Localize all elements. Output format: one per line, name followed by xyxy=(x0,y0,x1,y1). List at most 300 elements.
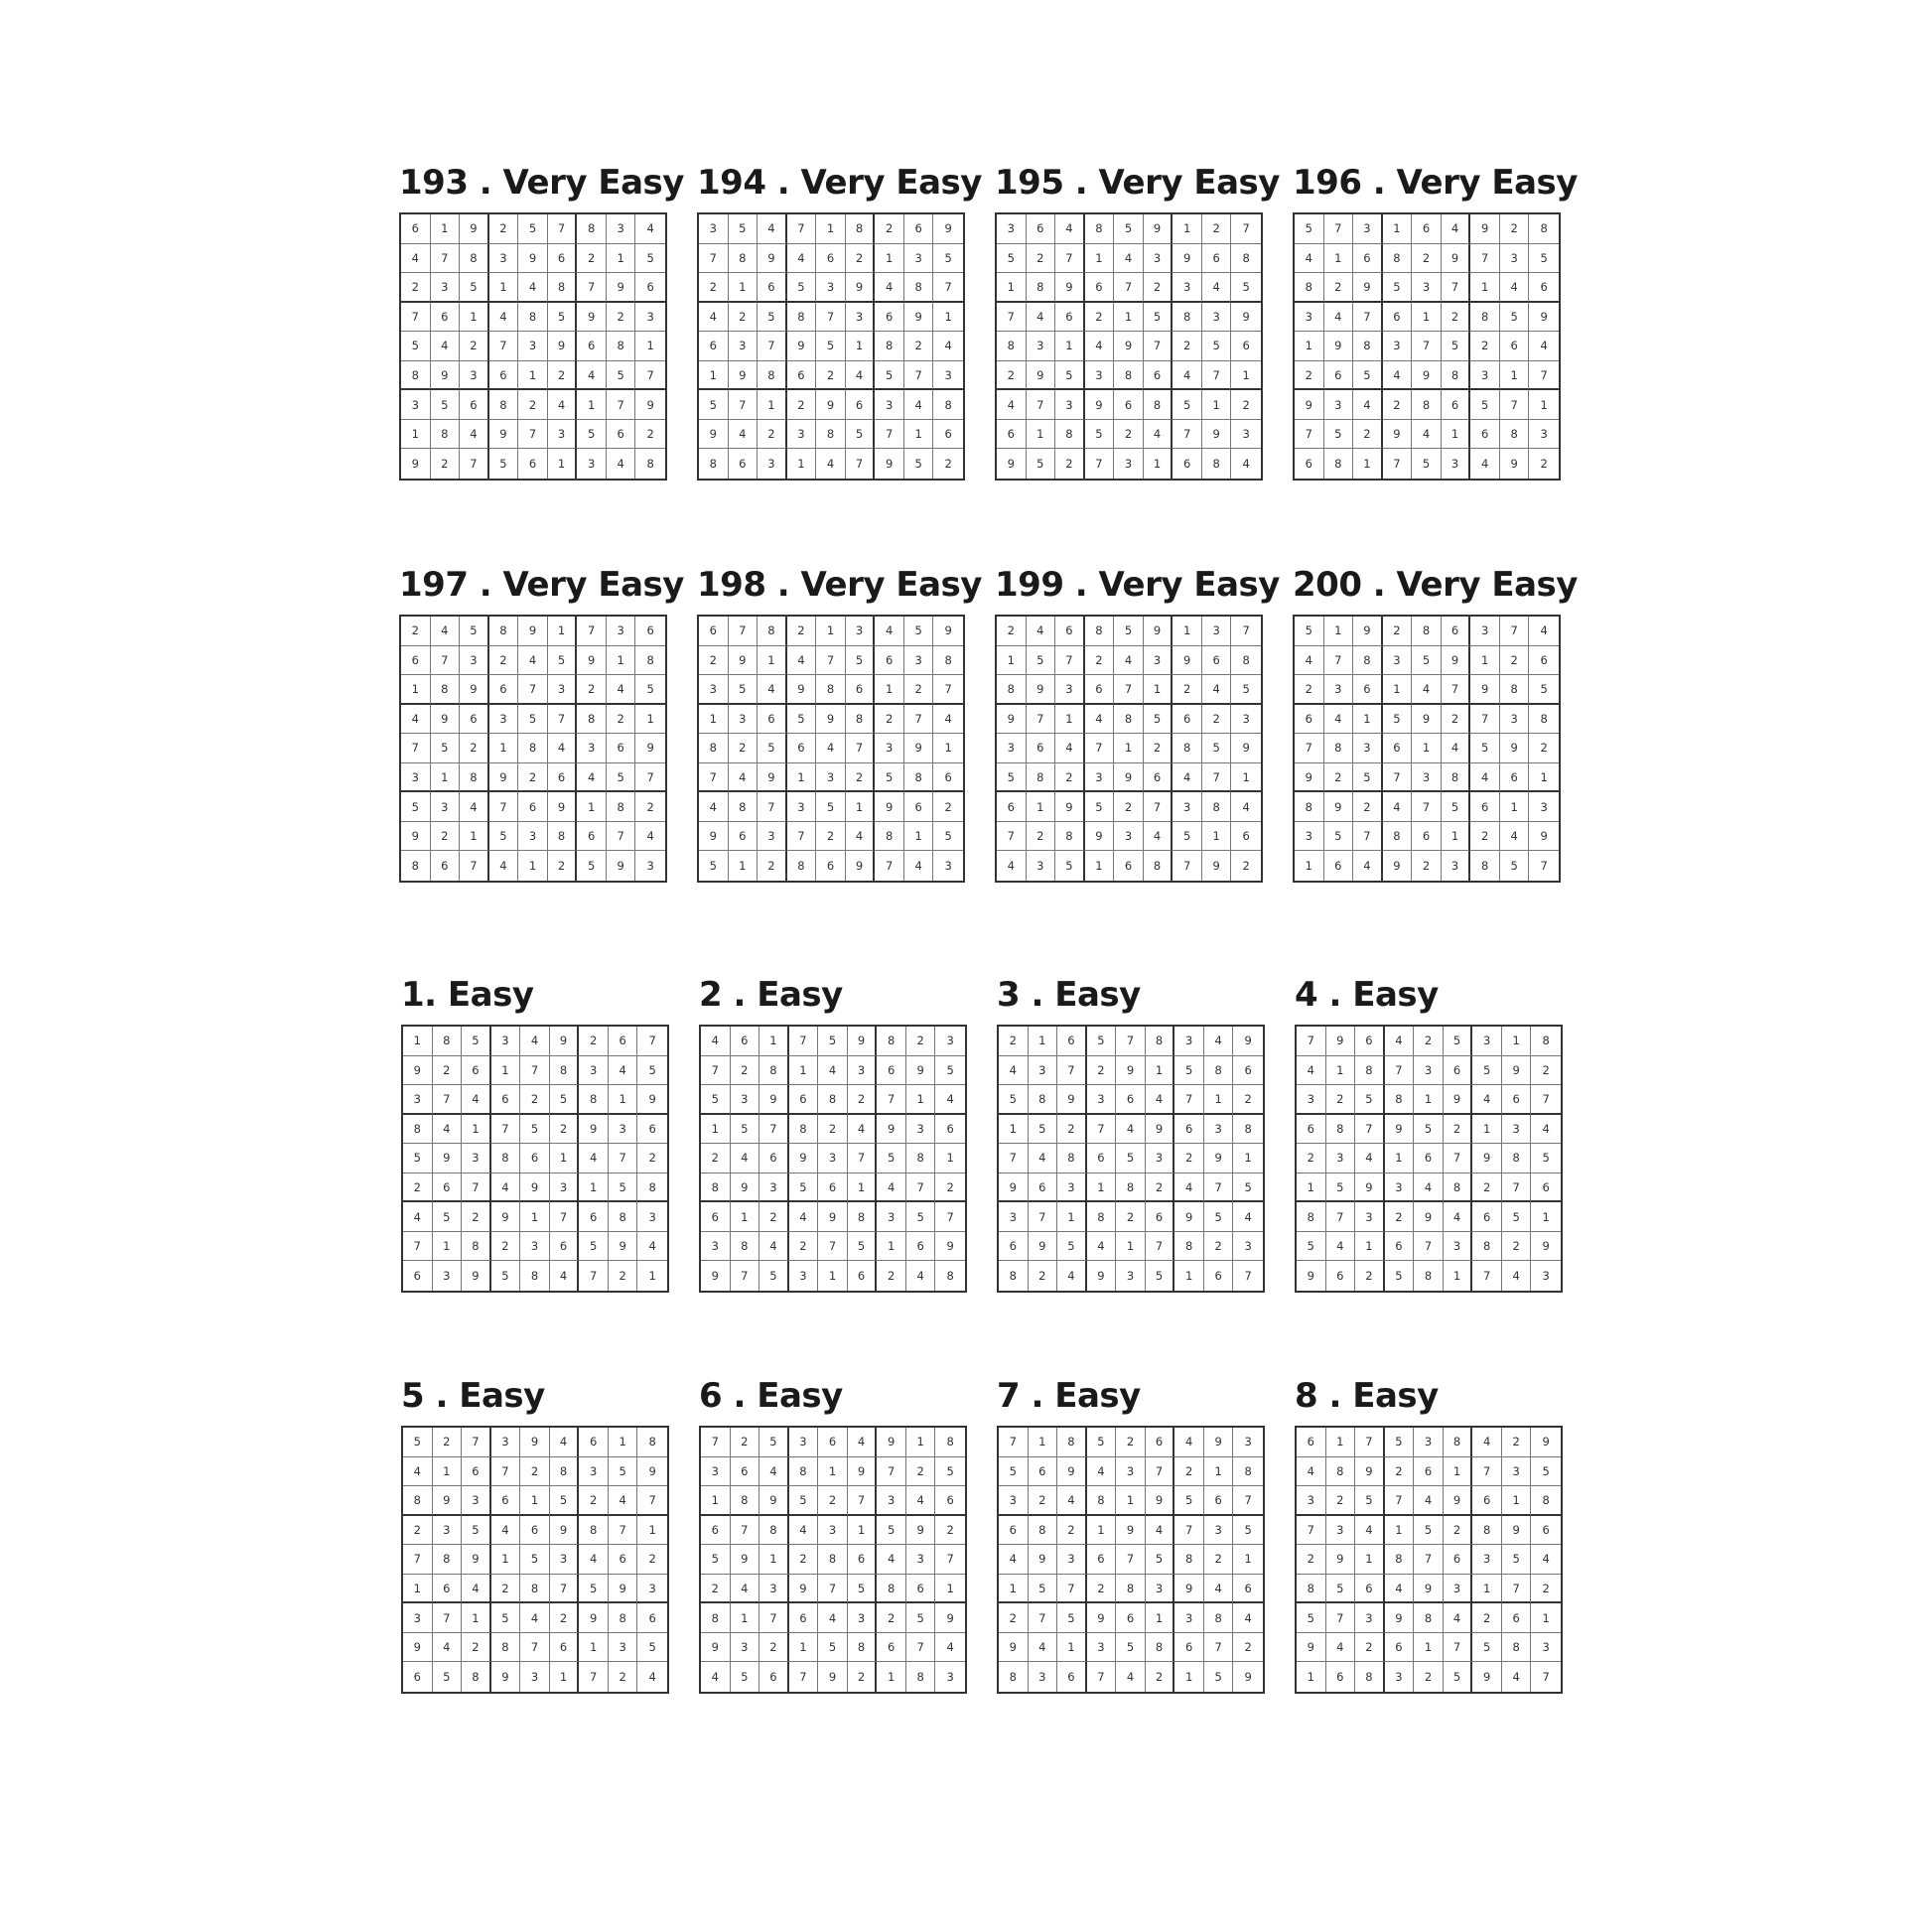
grid-cell: 9 xyxy=(607,273,636,303)
grid-cell: 8 xyxy=(577,214,607,244)
grid-cell: 5 xyxy=(577,851,607,881)
grid-cell: 6 xyxy=(1087,1144,1117,1173)
grid-cell: 6 xyxy=(846,675,876,705)
grid-cell: 8 xyxy=(520,1261,550,1291)
grid-cell: 9 xyxy=(1231,734,1261,763)
grid-cell: 1 xyxy=(489,273,519,303)
grid-cell: 2 xyxy=(906,1457,936,1487)
grid-cell: 2 xyxy=(520,1457,550,1487)
grid-cell: 7 xyxy=(1231,214,1261,244)
grid-cell: 2 xyxy=(699,273,729,303)
grid-cell: 4 xyxy=(875,273,904,303)
grid-cell: 7 xyxy=(731,1261,760,1291)
grid-cell: 5 xyxy=(637,1633,667,1663)
grid-cell: 7 xyxy=(1297,1516,1326,1546)
grid-cell: 4 xyxy=(935,1633,965,1663)
grid-cell: 6 xyxy=(1174,1115,1204,1145)
grid-cell: 3 xyxy=(875,734,904,763)
grid-cell: 5 xyxy=(846,646,876,676)
grid-cell: 7 xyxy=(758,332,787,361)
grid-cell: 9 xyxy=(460,214,489,244)
grid-cell: 1 xyxy=(577,390,607,420)
grid-cell: 6 xyxy=(1326,1662,1356,1692)
grid-cell: 6 xyxy=(1085,675,1115,705)
grid-cell: 5 xyxy=(1444,1662,1473,1692)
grid-cell: 7 xyxy=(520,1633,550,1663)
grid-cell: 9 xyxy=(906,1056,936,1086)
grid-cell: 9 xyxy=(1204,1428,1234,1457)
grid-cell: 3 xyxy=(789,1261,819,1291)
grid-cell: 9 xyxy=(904,303,934,333)
grid-cell: 1 xyxy=(491,1056,521,1086)
grid-cell: 9 xyxy=(1173,646,1202,676)
grid-cell: 2 xyxy=(789,1545,819,1575)
grid-cell: 1 xyxy=(1326,1056,1356,1086)
grid-cell: 3 xyxy=(731,1085,760,1115)
grid-cell: 6 xyxy=(431,303,461,333)
grid-cell: 3 xyxy=(787,792,817,822)
grid-cell: 3 xyxy=(433,1516,463,1546)
grid-cell: 9 xyxy=(1174,1202,1204,1232)
grid-cell: 9 xyxy=(1383,420,1413,450)
grid-cell: 5 xyxy=(1087,1428,1117,1457)
grid-cell: 2 xyxy=(1029,1261,1058,1291)
grid-cell: 8 xyxy=(789,1457,819,1487)
grid-cell: 7 xyxy=(1326,1202,1356,1232)
grid-cell: 9 xyxy=(1146,1115,1175,1145)
grid-cell: 6 xyxy=(1204,1261,1234,1291)
grid-cell: 2 xyxy=(1472,1603,1502,1633)
grid-cell: 9 xyxy=(1173,244,1202,274)
grid-cell: 8 xyxy=(609,1603,638,1633)
grid-cell: 6 xyxy=(520,1516,550,1546)
grid-cell: 7 xyxy=(699,244,729,274)
grid-cell: 1 xyxy=(1470,646,1500,676)
grid-cell: 5 xyxy=(1531,1144,1561,1173)
grid-cell: 8 xyxy=(1531,1486,1561,1516)
grid-cell: 3 xyxy=(758,822,787,852)
grid-cell: 4 xyxy=(877,1173,906,1203)
grid-cell: 6 xyxy=(1146,1428,1175,1457)
grid-cell: 1 xyxy=(491,1545,521,1575)
grid-cell: 5 xyxy=(489,449,519,479)
grid-cell: 4 xyxy=(1326,1633,1356,1663)
grid-cell: 5 xyxy=(1085,420,1115,450)
grid-cell: 4 xyxy=(1295,646,1324,676)
grid-cell: 7 xyxy=(489,332,519,361)
grid-cell: 6 xyxy=(1173,449,1202,479)
grid-cell: 3 xyxy=(789,1428,819,1457)
grid-cell: 4 xyxy=(1470,449,1500,479)
grid-cell: 7 xyxy=(1146,1232,1175,1262)
grid-cell: 6 xyxy=(701,1202,731,1232)
grid-cell: 7 xyxy=(1540,859,1548,874)
grid-cell: 8 xyxy=(1353,332,1383,361)
grid-cell: 1 xyxy=(1472,1575,1502,1604)
grid-cell: 6 xyxy=(1233,1575,1263,1604)
grid-cell: 9 xyxy=(699,420,729,450)
grid-cell: 4 xyxy=(1242,457,1250,472)
grid-cell: 3 xyxy=(1057,1173,1087,1203)
grid-cell: 5 xyxy=(1027,449,1056,479)
grid-cell: 4 xyxy=(579,1144,609,1173)
grid-cell: 6 xyxy=(433,1173,463,1203)
grid-cell: 6 xyxy=(403,1261,433,1291)
grid-cell: 2 xyxy=(1472,1173,1502,1203)
grid-cell: 6 xyxy=(637,1603,667,1633)
grid-cell: 3 xyxy=(1144,244,1173,274)
grid-cell: 6 xyxy=(460,390,489,420)
grid-cell: 6 xyxy=(1231,822,1261,852)
grid-cell: 2 xyxy=(759,1633,789,1663)
grid-cell: 6 xyxy=(1027,734,1056,763)
sudoku-grid xyxy=(401,1025,669,1293)
grid-cell: 1 xyxy=(846,332,876,361)
grid-cell: 7 xyxy=(1202,763,1232,793)
grid-cell: 7 xyxy=(520,1056,550,1086)
grid-cell: 2 xyxy=(1202,705,1232,735)
grid-cell: 9 xyxy=(1412,361,1442,391)
grid-cell: 8 xyxy=(699,449,729,479)
grid-cell: 7 xyxy=(1472,1261,1502,1291)
grid-cell: 9 xyxy=(1295,390,1324,420)
grid-cell: 5 xyxy=(1233,1516,1263,1546)
grid-cell: 6 xyxy=(1297,1428,1326,1457)
grid-cell: 8 xyxy=(1114,705,1144,735)
grid-cell: 1 xyxy=(1324,617,1354,646)
grid-cell: 6 xyxy=(906,1232,936,1262)
grid-cell: 3 xyxy=(1233,1428,1263,1457)
grid-cell: 3 xyxy=(999,1202,1029,1232)
grid-cell: 4 xyxy=(1295,244,1324,274)
grid-cell: 1 xyxy=(1444,1261,1473,1291)
grid-cell: 9 xyxy=(637,1457,667,1487)
grid-cell: 3 xyxy=(1353,734,1383,763)
grid-cell: 3 xyxy=(460,646,489,676)
grid-cell: 3 xyxy=(904,646,934,676)
grid-cell: 2 xyxy=(1055,763,1085,793)
grid-cell: 3 xyxy=(607,214,636,244)
grid-cell: 4 xyxy=(1233,1603,1263,1633)
grid-cell: 6 xyxy=(933,420,963,450)
grid-cell: 9 xyxy=(1531,1428,1561,1457)
grid-cell: 4 xyxy=(1114,646,1144,676)
grid-cell: 7 xyxy=(1324,214,1354,244)
grid-cell: 2 xyxy=(403,1516,433,1546)
grid-cell: 3 xyxy=(1385,1173,1415,1203)
grid-cell: 2 xyxy=(1027,244,1056,274)
grid-cell: 5 xyxy=(848,1232,878,1262)
grid-cell: 5 xyxy=(875,763,904,793)
grid-cell: 1 xyxy=(550,1144,580,1173)
grid-cell: 2 xyxy=(818,1486,848,1516)
grid-cell: 3 xyxy=(1174,1603,1204,1633)
grid-cell: 8 xyxy=(1233,1115,1263,1145)
grid-cell: 7 xyxy=(1444,1633,1473,1663)
grid-cell: 5 xyxy=(1385,1261,1415,1291)
grid-cell: 1 xyxy=(1470,273,1500,303)
grid-cell: 6 xyxy=(787,361,817,391)
grid-cell: 3 xyxy=(846,303,876,333)
grid-cell: 8 xyxy=(997,332,1027,361)
grid-cell: 9 xyxy=(1414,1575,1444,1604)
grid-cell: 3 xyxy=(1385,1662,1415,1692)
grid-cell: 1 xyxy=(518,851,548,881)
grid-cell: 3 xyxy=(518,332,548,361)
grid-cell: 8 xyxy=(1116,1575,1146,1604)
grid-cell: 7 xyxy=(1116,1027,1146,1056)
grid-cell: 7 xyxy=(1502,1575,1532,1604)
grid-cell: 4 xyxy=(1385,1575,1415,1604)
grid-cell: 1 xyxy=(759,1027,789,1056)
grid-cell: 6 xyxy=(1412,214,1442,244)
grid-cell: 2 xyxy=(1174,1144,1204,1173)
grid-cell: 9 xyxy=(848,1027,878,1056)
grid-cell: 9 xyxy=(877,1428,906,1457)
grid-cell: 1 xyxy=(1116,1486,1146,1516)
grid-cell: 9 xyxy=(1204,1144,1234,1173)
grid-cell: 1 xyxy=(609,1085,638,1115)
grid-cell: 5 xyxy=(635,244,665,274)
grid-cell: 7 xyxy=(818,1232,848,1262)
grid-cell: 6 xyxy=(1029,1173,1058,1203)
grid-cell: 8 xyxy=(460,244,489,274)
grid-cell: 4 xyxy=(577,763,607,793)
grid-cell: 4 xyxy=(1502,1662,1532,1692)
grid-cell: 4 xyxy=(1173,763,1202,793)
grid-cell: 1 xyxy=(1297,1662,1326,1692)
grid-cell: 5 xyxy=(1144,303,1173,333)
grid-cell: 6 xyxy=(1470,792,1500,822)
grid-cell: 2 xyxy=(489,214,519,244)
grid-cell: 2 xyxy=(1324,763,1354,793)
grid-cell: 2 xyxy=(1027,822,1056,852)
grid-cell: 5 xyxy=(904,449,934,479)
grid-cell: 2 xyxy=(1540,457,1548,472)
grid-cell: 8 xyxy=(518,303,548,333)
grid-cell: 8 xyxy=(1116,1173,1146,1203)
grid-cell: 4 xyxy=(848,1115,878,1145)
grid-cell: 7 xyxy=(1085,449,1115,479)
grid-cell: 8 xyxy=(1442,763,1471,793)
grid-cell: 1 xyxy=(1144,449,1173,479)
grid-cell: 8 xyxy=(550,1056,580,1086)
grid-cell: 3 xyxy=(1087,1085,1117,1115)
grid-cell: 2 xyxy=(1057,1115,1087,1145)
grid-cell: 4 xyxy=(1472,1428,1502,1457)
grid-cell: 2 xyxy=(1297,1545,1326,1575)
grid-cell: 4 xyxy=(401,244,431,274)
puzzle-title: 2 . Easy xyxy=(699,975,843,1015)
grid-cell: 6 xyxy=(1353,244,1383,274)
grid-cell: 5 xyxy=(1355,1085,1385,1115)
grid-cell: 9 xyxy=(789,1575,819,1604)
grid-cell: 6 xyxy=(904,792,934,822)
grid-cell: 3 xyxy=(433,1261,463,1291)
grid-cell: 8 xyxy=(997,675,1027,705)
grid-cell: 6 xyxy=(701,1516,731,1546)
grid-cell: 7 xyxy=(1442,273,1471,303)
grid-cell: 1 xyxy=(1529,390,1559,420)
grid-cell: 7 xyxy=(758,792,787,822)
grid-cell: 6 xyxy=(1204,1486,1234,1516)
grid-cell: 2 xyxy=(999,1027,1029,1056)
grid-cell: 7 xyxy=(462,1173,491,1203)
grid-cell: 1 xyxy=(1531,1603,1561,1633)
grid-cell: 5 xyxy=(1383,273,1413,303)
grid-cell: 2 xyxy=(1085,646,1115,676)
grid-cell: 2 xyxy=(1502,1428,1532,1457)
grid-cell: 3 xyxy=(1202,303,1232,333)
grid-cell: 6 xyxy=(1442,617,1471,646)
grid-cell: 4 xyxy=(1085,332,1115,361)
grid-cell: 9 xyxy=(550,1516,580,1546)
grid-cell: 1 xyxy=(875,675,904,705)
grid-cell: 4 xyxy=(999,1545,1029,1575)
grid-cell: 5 xyxy=(904,617,934,646)
grid-cell: 4 xyxy=(1087,1457,1117,1487)
grid-cell: 8 xyxy=(1204,1056,1234,1086)
grid-cell: 1 xyxy=(877,1662,906,1692)
grid-cell: 3 xyxy=(1087,1633,1117,1663)
grid-cell: 8 xyxy=(846,214,876,244)
grid-cell: 3 xyxy=(729,332,759,361)
grid-cell: 2 xyxy=(848,1662,878,1692)
grid-cell: 4 xyxy=(1146,1085,1175,1115)
grid-cell: 1 xyxy=(1146,1603,1175,1633)
grid-cell: 7 xyxy=(518,675,548,705)
grid-cell: 7 xyxy=(1085,734,1115,763)
sudoku-grid xyxy=(995,615,1263,883)
grid-cell: 8 xyxy=(999,1662,1029,1692)
grid-cell: 1 xyxy=(520,1486,550,1516)
grid-cell: 6 xyxy=(933,763,963,793)
grid-cell: 4 xyxy=(1057,1486,1087,1516)
grid-cell: 7 xyxy=(431,646,461,676)
grid-cell: 2 xyxy=(1029,1486,1058,1516)
grid-cell: 2 xyxy=(1324,273,1354,303)
grid-cell: 8 xyxy=(1144,390,1173,420)
grid-cell: 4 xyxy=(1531,1545,1561,1575)
grid-cell: 5 xyxy=(609,1173,638,1203)
grid-cell: 9 xyxy=(1472,1144,1502,1173)
grid-cell: 5 xyxy=(787,273,817,303)
grid-cell: 3 xyxy=(403,1603,433,1633)
grid-cell: 8 xyxy=(906,1662,936,1692)
grid-cell: 1 xyxy=(1231,763,1261,793)
grid-cell: 8 xyxy=(1470,303,1500,333)
grid-cell: 7 xyxy=(1055,244,1085,274)
grid-cell: 7 xyxy=(759,1115,789,1145)
grid-cell: 2 xyxy=(577,244,607,274)
grid-cell: 2 xyxy=(489,646,519,676)
grid-cell: 4 xyxy=(1055,734,1085,763)
grid-cell: 1 xyxy=(403,1575,433,1604)
grid-cell: 6 xyxy=(997,792,1027,822)
grid-cell: 6 xyxy=(489,675,519,705)
grid-cell: 8 xyxy=(1383,822,1413,852)
grid-cell: 5 xyxy=(518,214,548,244)
grid-cell: 7 xyxy=(1146,1457,1175,1487)
grid-cell: 7 xyxy=(816,303,846,333)
grid-cell: 5 xyxy=(520,1115,550,1145)
grid-cell: 6 xyxy=(759,1144,789,1173)
grid-cell: 2 xyxy=(1297,1144,1326,1173)
grid-cell: 2 xyxy=(401,273,431,303)
grid-cell: 9 xyxy=(1202,851,1232,881)
grid-cell: 9 xyxy=(491,1202,521,1232)
grid-cell: 6 xyxy=(999,1516,1029,1546)
grid-cell: 9 xyxy=(848,1457,878,1487)
grid-cell: 4 xyxy=(1297,1457,1326,1487)
grid-cell: 1 xyxy=(875,244,904,274)
grid-cell: 2 xyxy=(875,705,904,735)
puzzle-title: 197 . Very Easy xyxy=(399,565,684,605)
grid-cell: 8 xyxy=(1174,1545,1204,1575)
grid-cell: 9 xyxy=(550,1027,580,1056)
grid-cell: 1 xyxy=(1204,1457,1234,1487)
grid-cell: 2 xyxy=(1531,1575,1561,1604)
grid-cell: 5 xyxy=(1502,1545,1532,1575)
grid-cell: 3 xyxy=(933,361,963,391)
grid-cell: 4 xyxy=(1055,214,1085,244)
grid-cell: 9 xyxy=(401,822,431,852)
grid-cell: 5 xyxy=(1114,617,1144,646)
grid-cell: 8 xyxy=(460,763,489,793)
grid-cell: 2 xyxy=(460,734,489,763)
grid-cell: 1 xyxy=(877,1232,906,1262)
grid-cell: 6 xyxy=(1500,332,1530,361)
grid-cell: 5 xyxy=(550,1085,580,1115)
grid-cell: 5 xyxy=(1174,1486,1204,1516)
grid-cell: 8 xyxy=(548,822,578,852)
sudoku-grid xyxy=(1293,615,1561,883)
grid-cell: 4 xyxy=(758,214,787,244)
grid-cell: 2 xyxy=(491,1575,521,1604)
grid-cell: 4 xyxy=(1529,617,1559,646)
grid-cell: 5 xyxy=(609,1457,638,1487)
grid-cell: 6 xyxy=(431,851,461,881)
grid-cell: 7 xyxy=(846,449,876,479)
grid-cell: 1 xyxy=(1114,734,1144,763)
grid-cell: 2 xyxy=(1116,1202,1146,1232)
grid-cell: 9 xyxy=(816,390,846,420)
grid-cell: 9 xyxy=(518,617,548,646)
grid-cell: 5 xyxy=(935,1056,965,1086)
grid-cell: 9 xyxy=(401,449,431,479)
grid-cell: 3 xyxy=(729,705,759,735)
grid-cell: 3 xyxy=(1470,361,1500,391)
grid-cell: 2 xyxy=(877,1603,906,1633)
grid-cell: 9 xyxy=(1531,1232,1561,1262)
grid-cell: 5 xyxy=(1385,1428,1415,1457)
sudoku-grid xyxy=(995,212,1263,481)
grid-cell: 1 xyxy=(518,361,548,391)
grid-cell: 8 xyxy=(1146,1027,1175,1056)
grid-cell: 4 xyxy=(877,1545,906,1575)
grid-cell: 4 xyxy=(491,1516,521,1546)
grid-cell: 9 xyxy=(701,1633,731,1663)
grid-cell: 7 xyxy=(577,273,607,303)
grid-cell: 7 xyxy=(635,361,665,391)
grid-cell: 3 xyxy=(1444,1575,1473,1604)
grid-cell: 2 xyxy=(577,675,607,705)
grid-cell: 7 xyxy=(403,1232,433,1262)
grid-cell: 1 xyxy=(1202,390,1232,420)
grid-cell: 3 xyxy=(1173,792,1202,822)
grid-cell: 2 xyxy=(1173,675,1202,705)
grid-cell: 4 xyxy=(1502,1261,1532,1291)
